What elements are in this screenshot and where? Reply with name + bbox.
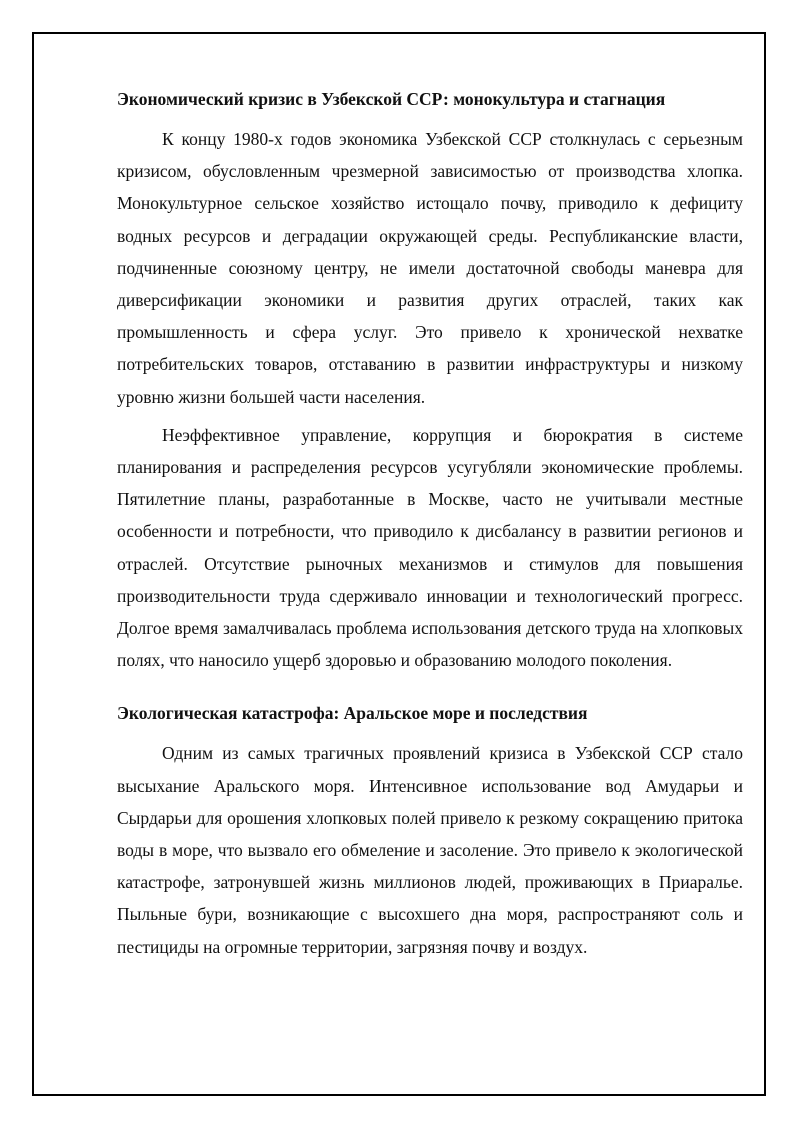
paragraph: К концу 1980-х годов экономика Узбекской ССР столкнулась с серьезным кризисом, обусловленным чрезмерной зависимостью от производства хлопка. Монокультурное сельское хозяйство истощало почву, приводило к дефициту водных ресурсов и деградации окружающей среды. Республиканские власти, подчиненные союзному центру, не имели достаточной свободы маневра для диверсификации экономики и развития других отраслей, таких как промышленность и сфера услуг. Это привело к хронической нехватке потребительских товаров, отставанию в развитии инфраструктуры и низкому уровню жизни большей части населения.: [117, 129, 743, 407]
section-heading: Экологическая катастрофа: Аральское море и последствия: [117, 703, 588, 724]
section-ecological-catastrophe: [117, 697, 743, 962]
paragraph: Неэффективное управление, коррупция и бюрократия в системе планирования и распределения ресурсов усугубляли экономические проблемы. Пятилетние планы, разработанные в Москве, часто не учитывали местные особенности и потребности, что приводило к дисбалансу в развитии регионов и отраслей. Отсутствие рыночных механизмов и стимулов для повышения производительности труда сдерживало инновации и технологический прогресс. Долгое время замалчивалась проблема использования детского труда на хлопковых полях, что наносило ущерб здоровью и образованию молодого поколения.: [117, 424, 743, 671]
paragraph: Одним из самых трагичных проявлений кризиса в Узбекской ССР стало высыхание Аральского моря. Интенсивное использование вод Амударьи и Сырдарьи для орошения хлопковых полей привело к резкому сокращению притока воды в море, что вызвало его обмеление и засоление. Это привело к экологической катастрофе, затронувшей жизнь миллионов людей, проживающих в Приаралье. Пыльные бури, возникающие с высохшего дна моря, распространяют соль и пестициды на огромные территории, загрязняя почву и воздух.: [117, 743, 743, 957]
section-heading: Экономический кризис в Узбекской ССР: монокультура и стагнация: [117, 89, 666, 109]
document-body: [117, 83, 743, 963]
section-economic-crisis: [117, 83, 743, 676]
